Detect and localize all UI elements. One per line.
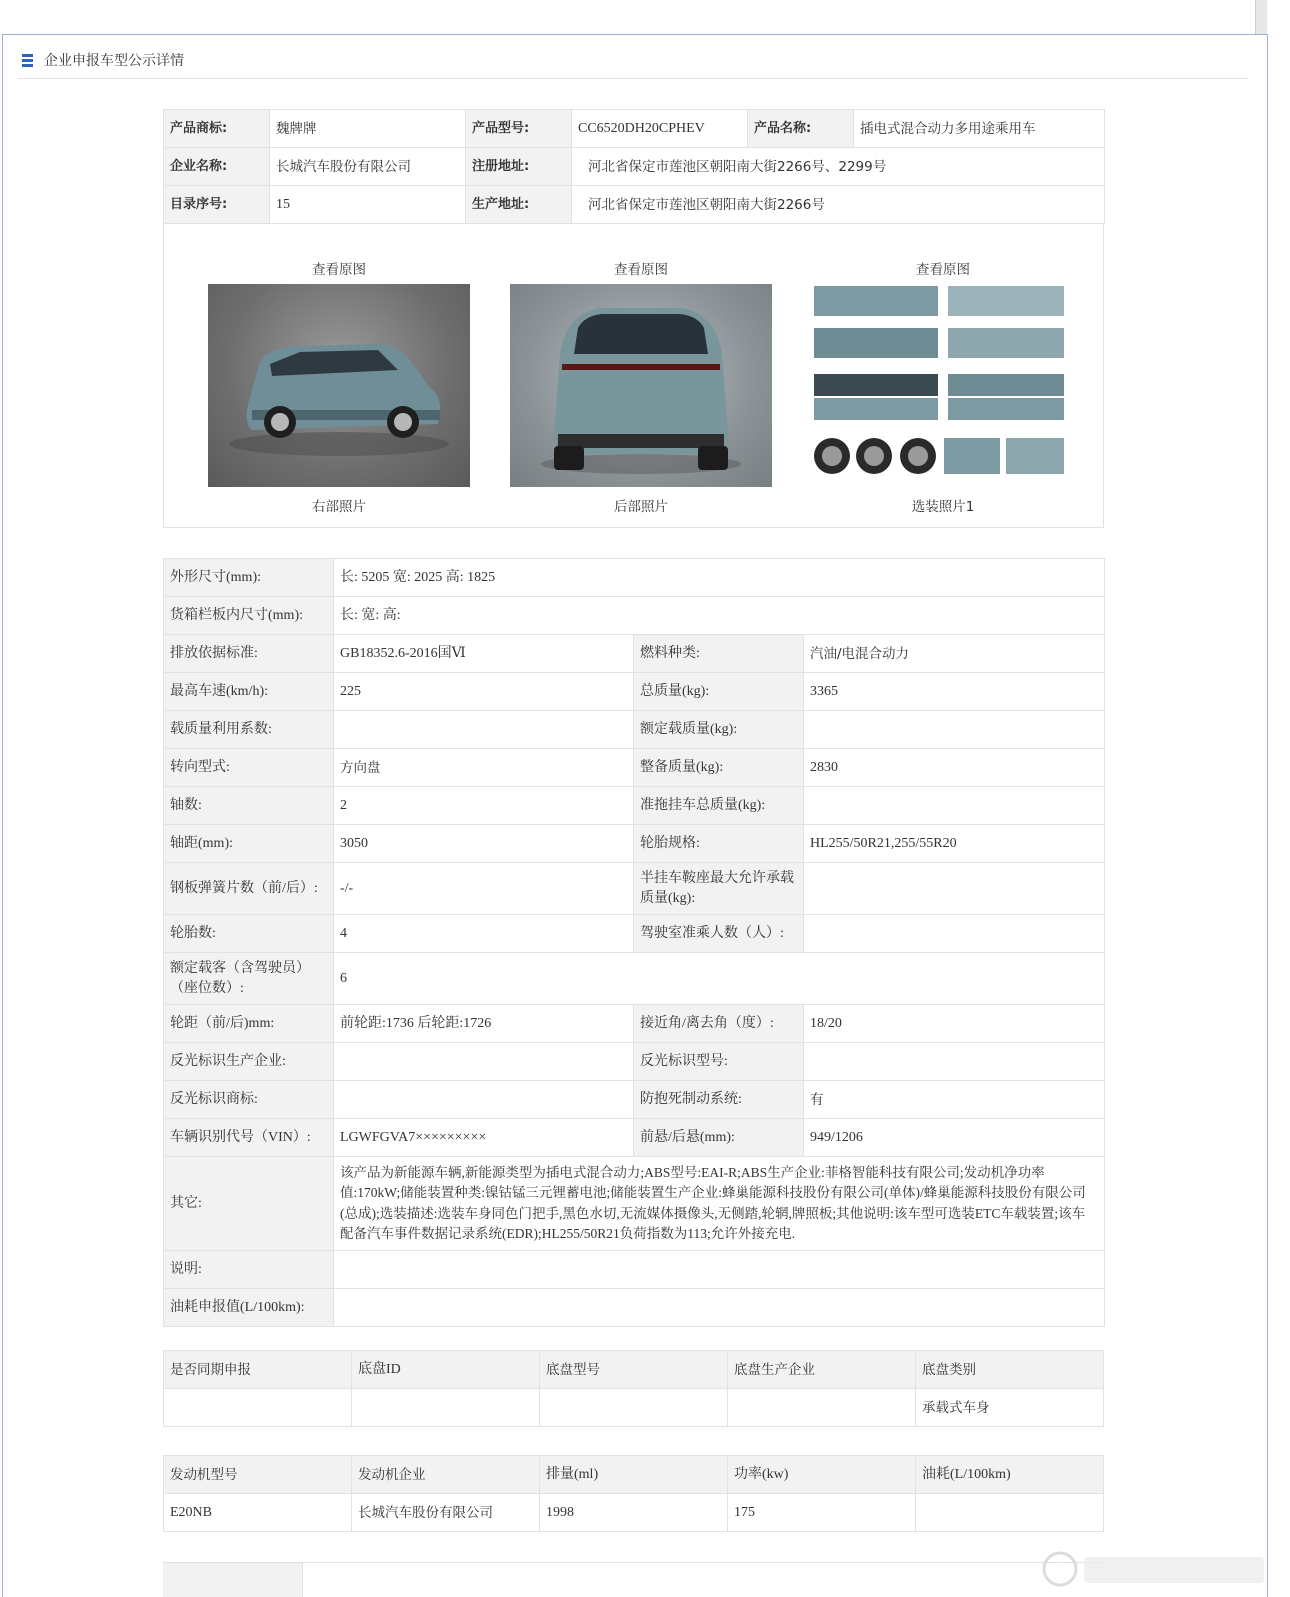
optional-photo-caption: 选装照片1: [911, 499, 975, 515]
reg-addr-value: 河北省保定市莲池区朝阳南大街2266号、2299号: [572, 148, 1105, 186]
chassis-cell: [164, 1389, 352, 1427]
abs-label: 防抱死制动系统:: [634, 1081, 804, 1119]
trailer-label: 准拖挂车总质量(kg):: [634, 787, 804, 825]
saddle-label: 半挂车鞍座最大允许承载质量(kg):: [634, 863, 804, 915]
rear-photo-caption: 后部照片: [614, 499, 668, 515]
cab-label: 驾驶室准乘人数（人）:: [634, 915, 804, 953]
cargo-value: 长: 宽: 高:: [334, 597, 1105, 635]
refl-maker-label: 反光标识生产企业:: [164, 1043, 334, 1081]
total-mass-label: 总质量(kg):: [634, 673, 804, 711]
model-label: 产品型号:: [466, 110, 572, 148]
vin-label: 车辆识别代号（VIN）:: [164, 1119, 334, 1157]
engine-header: 油耗(L/100km): [916, 1456, 1104, 1494]
abs-value: 有: [804, 1081, 1105, 1119]
right-photo-caption: 右部照片: [312, 499, 366, 515]
name-label: 产品名称:: [748, 110, 854, 148]
view-original-link[interactable]: 查看原图: [916, 262, 970, 278]
note-value: [334, 1251, 1105, 1289]
prod-addr-label: 生产地址:: [466, 186, 572, 224]
other-label: 其它:: [164, 1157, 334, 1251]
tires-value: 4: [334, 915, 634, 953]
load-factor-label: 载质量利用系数:: [164, 711, 334, 749]
other-value: 该产品为新能源车辆,新能源类型为插电式混合动力;ABS型号:EAI-R;ABS生产企业:菲格智能科技有限公司;发动机净功率值:170kW;储能装置种类:镍钴锰三元锂蓄电池;储能装置生产企业:蜂巢能源科技股份有限公司(单体)/蜂巢能源科技股份有限公司(总成);选装描述:选装车身同色门把手,黑色水切,无流媒体摄像头,无侧踏,轮辋,牌照板;其他说明:该车型可选装ETC车载装置;该车配备汽车事件数据记录系统(EDR);HL255/50R21负荷指数为113;允许外接充电.: [334, 1157, 1105, 1251]
photo-rear: [510, 260, 772, 517]
curb-label: 整备质量(kg):: [634, 749, 804, 787]
tires-label: 轮胎数:: [164, 915, 334, 953]
tire-value: HL255/50R21,255/55R20: [804, 825, 1105, 863]
refl-brand-label: 反光标识商标:: [164, 1081, 334, 1119]
engine-table: [163, 1455, 1104, 1532]
overhang-label: 前悬/后悬(mm):: [634, 1119, 804, 1157]
rated-load-value: [804, 711, 1105, 749]
page-header: [20, 50, 184, 70]
model-value: CC6520DH20CPHEV: [572, 110, 748, 148]
chassis-header: 是否同期申报: [164, 1351, 352, 1389]
view-original-link[interactable]: 查看原图: [614, 262, 668, 278]
view-original-link[interactable]: 查看原图: [312, 262, 366, 278]
wheelbase-label: 轴距(mm):: [164, 825, 334, 863]
refl-model-value: [804, 1043, 1105, 1081]
cab-value: [804, 915, 1105, 953]
company-label: 企业名称:: [164, 148, 270, 186]
wheelbase-value: 3050: [334, 825, 634, 863]
engine-header: 发动机型号: [164, 1456, 352, 1494]
engine-header: 功率(kw): [728, 1456, 916, 1494]
chassis-cell: 承载式车身: [916, 1389, 1104, 1427]
note-label: 说明:: [164, 1251, 334, 1289]
speed-label: 最高车速(km/h):: [164, 673, 334, 711]
spring-label: 钢板弹簧片数（前/后）:: [164, 863, 334, 915]
photo-gallery: [163, 223, 1104, 528]
tire-label: 轮胎规格:: [634, 825, 804, 863]
reg-addr-label: 注册地址:: [466, 148, 572, 186]
emission-value: GB18352.6-2016国Ⅵ: [334, 635, 634, 673]
dims-label: 外形尺寸(mm):: [164, 559, 334, 597]
engine-cell: E20NB: [164, 1494, 352, 1532]
fuel-value: 汽油/电混合动力: [804, 635, 1105, 673]
catalog-value: 15: [270, 186, 466, 224]
name-value: 插电式混合动力多用途乘用车: [854, 110, 1105, 148]
track-label: 轮距（前/后)mm:: [164, 1005, 334, 1043]
vin-value: LGWFGVA7×××××××××: [334, 1119, 634, 1157]
watermark: [1020, 1527, 1290, 1597]
rated-load-label: 额定载质量(kg):: [634, 711, 804, 749]
seats-value: 6: [334, 953, 1105, 1005]
page-title: 企业申报车型公示详情: [44, 53, 184, 69]
steering-value: 方向盘: [334, 749, 634, 787]
overhang-value: 949/1206: [804, 1119, 1105, 1157]
engine-header: 发动机企业: [352, 1456, 540, 1494]
seats-label: 额定载客（含驾驶员）（座位数）:: [164, 953, 334, 1005]
axles-label: 轴数:: [164, 787, 334, 825]
chassis-header: 底盘型号: [540, 1351, 728, 1389]
speed-value: 225: [334, 673, 634, 711]
chassis-header: 底盘ID: [352, 1351, 540, 1389]
engine-cell: 1998: [540, 1494, 728, 1532]
company-value: 长城汽车股份有限公司: [270, 148, 466, 186]
refl-model-label: 反光标识型号:: [634, 1043, 804, 1081]
next-table-edge: [163, 1562, 1104, 1597]
trailer-value: [804, 787, 1105, 825]
optional-parts-collage-image[interactable]: [812, 284, 1074, 487]
engine-cell: 长城汽车股份有限公司: [352, 1494, 540, 1532]
top-strip: [0, 0, 1255, 34]
chassis-cell: [540, 1389, 728, 1427]
chassis-header: 底盘生产企业: [728, 1351, 916, 1389]
fuel-cons-label: 油耗申报值(L/100km):: [164, 1289, 334, 1327]
basic-info-table: [163, 109, 1105, 224]
brand-value: 魏牌牌: [270, 110, 466, 148]
list-icon: [20, 53, 34, 67]
chassis-cell: [728, 1389, 916, 1427]
chassis-header: 底盘类别: [916, 1351, 1104, 1389]
dims-value: 长: 5205 宽: 2025 高: 1825: [334, 559, 1105, 597]
chassis-table: [163, 1350, 1104, 1427]
brand-label: 产品商标:: [164, 110, 270, 148]
axles-value: 2: [334, 787, 634, 825]
saddle-value: [804, 863, 1105, 915]
angle-value: 18/20: [804, 1005, 1105, 1043]
right-side-car-image[interactable]: [208, 284, 470, 487]
refl-maker-value: [334, 1043, 634, 1081]
photo-optional: [812, 260, 1074, 517]
header-divider: [18, 78, 1248, 79]
fuel-label: 燃料种类:: [634, 635, 804, 673]
curb-value: 2830: [804, 749, 1105, 787]
rear-car-image[interactable]: [510, 284, 772, 487]
track-value: 前轮距:1736 后轮距:1726: [334, 1005, 634, 1043]
refl-brand-value: [334, 1081, 634, 1119]
load-factor-value: [334, 711, 634, 749]
total-mass-value: 3365: [804, 673, 1105, 711]
catalog-label: 目录序号:: [164, 186, 270, 224]
chassis-cell: [352, 1389, 540, 1427]
engine-cell: 175: [728, 1494, 916, 1532]
spring-value: -/-: [334, 863, 634, 915]
specs-table: [163, 558, 1105, 1327]
steering-label: 转向型式:: [164, 749, 334, 787]
cargo-label: 货箱栏板内尺寸(mm):: [164, 597, 334, 635]
engine-header: 排量(ml): [540, 1456, 728, 1494]
engine-cell: [916, 1494, 1104, 1532]
photo-right: [208, 260, 470, 517]
prod-addr-value: 河北省保定市莲池区朝阳南大街2266号: [572, 186, 1105, 224]
emission-label: 排放依据标准:: [164, 635, 334, 673]
angle-label: 接近角/离去角（度）:: [634, 1005, 804, 1043]
fuel-cons-value: [334, 1289, 1105, 1327]
